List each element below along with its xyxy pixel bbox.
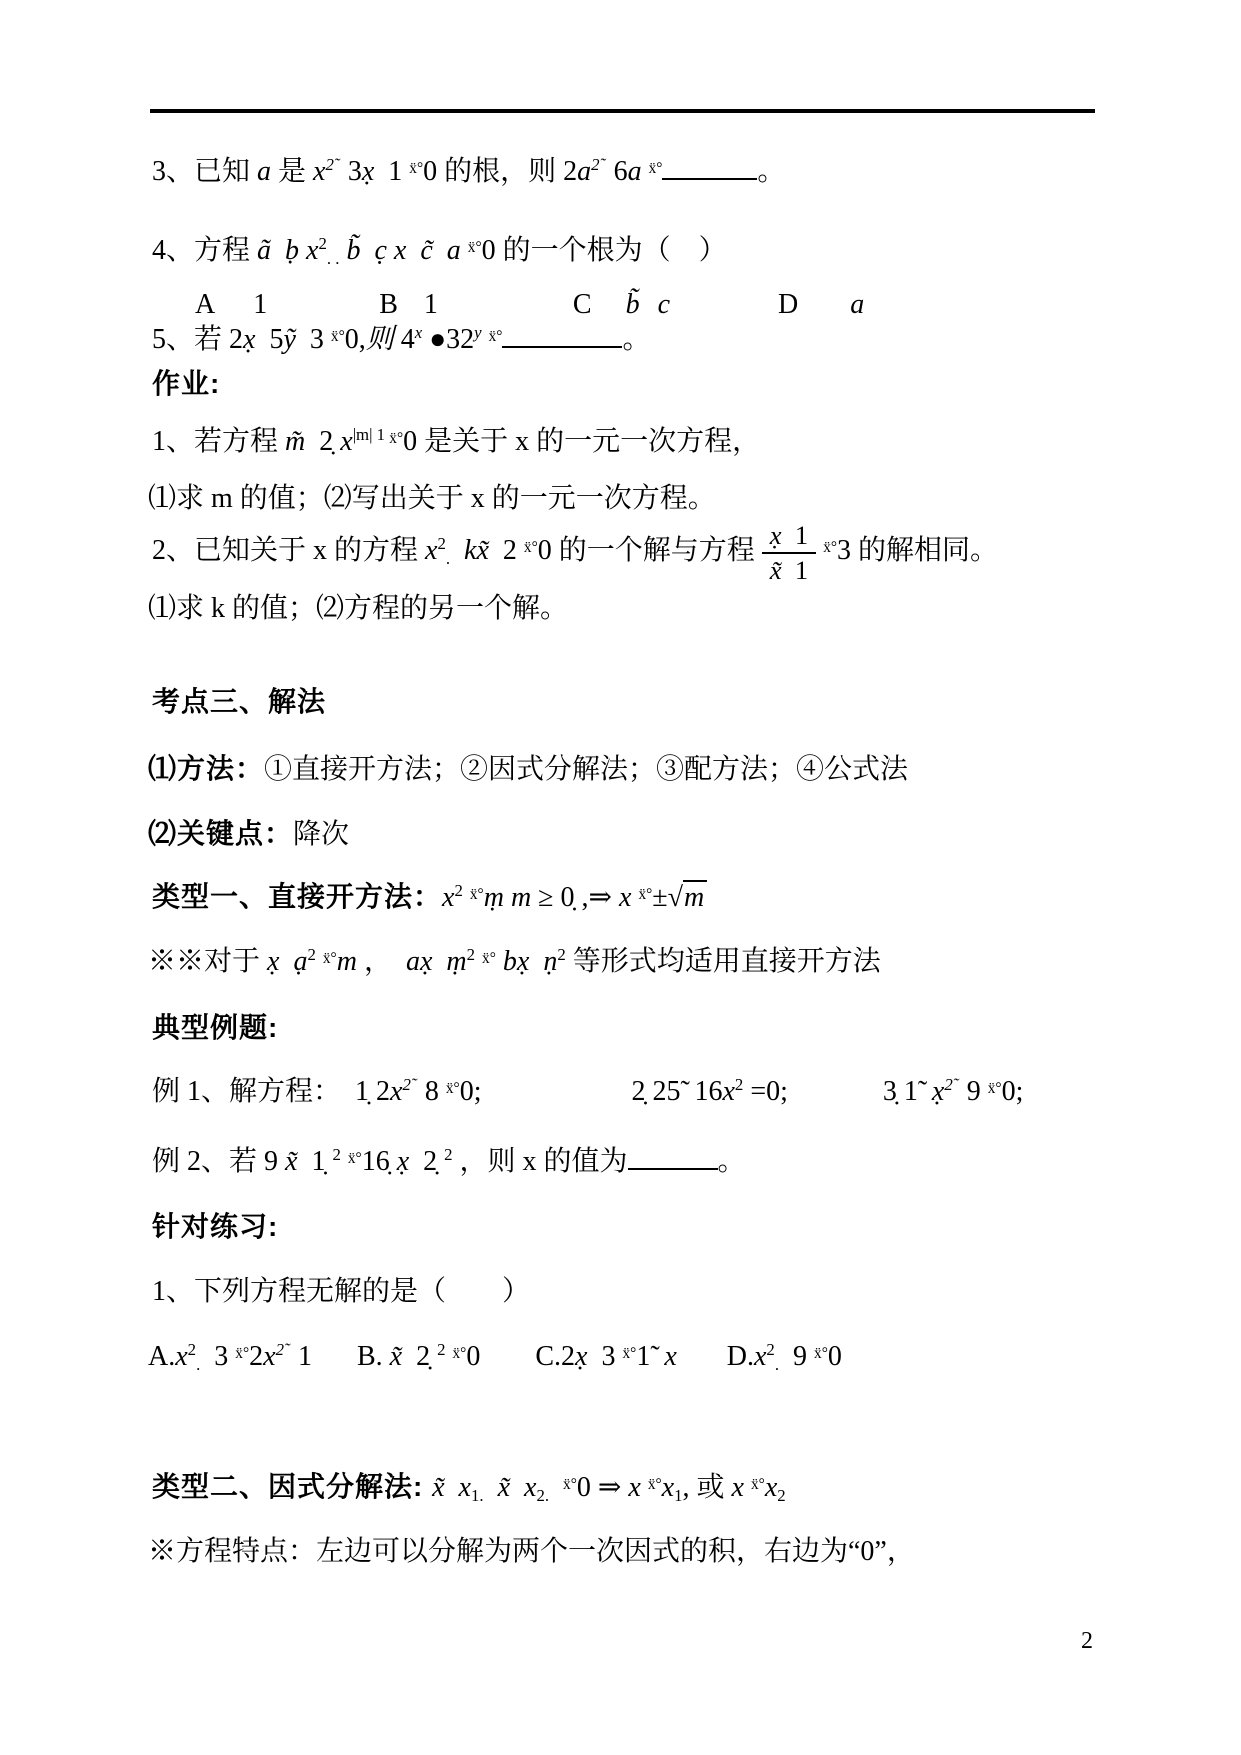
text-segment: 等形式均适用直接开方法 bbox=[565, 946, 881, 978]
text-segment: x̣ bbox=[575, 1341, 588, 1373]
text-segment: ẍ° bbox=[467, 239, 482, 257]
text-segment: a bbox=[257, 156, 272, 187]
text-segment: 典型例题: bbox=[152, 1012, 279, 1043]
text-segment: C.2 bbox=[535, 1341, 576, 1373]
text-segment bbox=[549, 1472, 563, 1503]
text-segment: 2 bbox=[318, 234, 327, 253]
text-segment: 2̃ bbox=[591, 154, 600, 174]
text-segment: ḅ bbox=[285, 235, 300, 267]
text-segment: x bbox=[664, 1341, 677, 1373]
text-segment: a bbox=[446, 235, 461, 267]
text-segment: kx̃ bbox=[464, 535, 489, 566]
blank-answer-line bbox=[662, 150, 757, 180]
text-segment bbox=[744, 1472, 751, 1503]
text-segment: ẍ° bbox=[482, 950, 496, 968]
text-segment: ●32 bbox=[422, 324, 475, 355]
type-2-note bbox=[148, 1534, 915, 1570]
text-segment: 1 bbox=[674, 1486, 683, 1506]
text-segment: ã bbox=[257, 235, 272, 267]
text-segment: ẍ° bbox=[469, 886, 484, 904]
text-segment: x bbox=[390, 1076, 403, 1108]
homework-heading bbox=[152, 366, 220, 403]
text-segment: ạ bbox=[293, 946, 308, 978]
text-segment: a bbox=[627, 156, 642, 187]
text-segment: ax̣ bbox=[405, 946, 433, 978]
text-segment: ≥ 0̣ ,⇒ bbox=[531, 882, 619, 913]
examples-heading bbox=[152, 1010, 278, 1047]
homework-2 bbox=[152, 520, 998, 585]
text-segment: x̣ bbox=[931, 1076, 945, 1108]
text-segment: 。 bbox=[717, 1146, 746, 1177]
text-segment: a bbox=[577, 156, 592, 187]
text-segment: 0 是关于 x 的一元一次方程， bbox=[403, 426, 761, 458]
text-segment: 2 bbox=[777, 1486, 786, 1506]
text-segment: m bbox=[336, 946, 357, 978]
text-segment: . bbox=[196, 1355, 201, 1375]
practice-1 bbox=[152, 1274, 530, 1310]
text-segment: c̣ bbox=[374, 235, 387, 267]
text-segment: 2 bbox=[734, 1075, 744, 1094]
text-segment: 1 bbox=[283, 1341, 312, 1373]
text-segment: 8 bbox=[410, 1076, 446, 1108]
text-segment: c bbox=[657, 289, 671, 320]
text-segment: 2̃ bbox=[944, 1075, 953, 1094]
text-segment: ※※对于 bbox=[148, 946, 268, 978]
text-segment: D. bbox=[726, 1341, 754, 1373]
text-segment: 1. bbox=[470, 1486, 484, 1506]
text-segment: 2̣ bbox=[402, 1341, 438, 1373]
text-segment: 。 bbox=[622, 324, 651, 355]
homework-2-sub bbox=[148, 591, 568, 627]
text-segment: 2 bbox=[437, 533, 446, 553]
text-segment: 1 bbox=[253, 289, 268, 320]
text-segment: ẍ° bbox=[647, 1476, 662, 1494]
header-rule bbox=[150, 109, 1095, 113]
text-segment: 1、下列方程无解的是（ ） bbox=[152, 1276, 531, 1307]
type-1-heading bbox=[152, 879, 707, 916]
text-segment: 6 bbox=[599, 156, 628, 187]
text-segment: 降次 bbox=[293, 819, 350, 850]
text-segment: |m| 1 bbox=[352, 425, 390, 444]
text-segment: 1 bbox=[781, 520, 809, 550]
text-segment: 0, bbox=[344, 324, 366, 355]
text-segment: x bbox=[340, 426, 353, 458]
text-segment: 。 bbox=[757, 156, 786, 187]
text-segment: x̃ bbox=[432, 1472, 445, 1503]
text-segment: ẍ° bbox=[823, 539, 838, 557]
text-segment bbox=[482, 324, 489, 355]
radicand: m bbox=[683, 880, 707, 913]
radical bbox=[668, 880, 708, 916]
text-segment: 是 bbox=[271, 156, 314, 187]
text-segment: 针对练习: bbox=[152, 1211, 279, 1242]
section-heading-kaodian3 bbox=[152, 684, 326, 721]
text-segment bbox=[510, 1472, 524, 1503]
text-segment: 类型一、直接开方法： bbox=[152, 881, 443, 912]
question-3 bbox=[152, 150, 785, 190]
text-segment: 1 bbox=[374, 156, 410, 187]
text-segment: x bbox=[263, 1341, 276, 1373]
text-segment: a bbox=[850, 289, 865, 320]
text-segment: ẍ° bbox=[330, 328, 345, 346]
text-segment: 2̣ 25̃ 16 bbox=[631, 1076, 723, 1108]
text-segment: 1、若方程 bbox=[152, 426, 286, 458]
text-segment: ẍ° bbox=[347, 1150, 362, 1168]
text-segment: x bbox=[661, 1472, 675, 1503]
text-segment: ， bbox=[356, 946, 406, 978]
fraction-numerator bbox=[762, 520, 816, 554]
text-segment: x̃ bbox=[769, 554, 782, 585]
text-segment: 则 bbox=[365, 324, 394, 355]
text-segment: B. bbox=[356, 1341, 390, 1373]
text-segment: 2 bbox=[466, 945, 476, 964]
text-segment: 2 bbox=[444, 1144, 453, 1164]
text-segment bbox=[299, 235, 306, 266]
text-segment: m̃ bbox=[285, 426, 306, 458]
text-segment bbox=[650, 1341, 664, 1372]
text-segment: 0 bbox=[827, 1341, 842, 1373]
text-segment: x̃ bbox=[389, 1341, 403, 1373]
homework-1-sub bbox=[148, 481, 716, 517]
text-segment: 16̣ bbox=[361, 1146, 397, 1177]
text-segment: . bbox=[445, 549, 451, 569]
text-segment: 1̣ bbox=[297, 1146, 333, 1177]
text-segment: ẍ° bbox=[563, 1476, 577, 1494]
text-segment bbox=[432, 946, 446, 977]
text-segment bbox=[642, 156, 649, 187]
text-segment: 3 bbox=[587, 1341, 623, 1373]
text-segment bbox=[504, 882, 511, 913]
text-segment: 0 ⇒ bbox=[576, 1472, 629, 1503]
text-segment: 2 bbox=[488, 535, 524, 566]
text-segment: ẍ° bbox=[523, 539, 538, 557]
text-segment: D bbox=[778, 289, 799, 320]
text-segment: A bbox=[195, 289, 216, 320]
text-segment: B bbox=[379, 289, 398, 320]
radical-sign: √ bbox=[667, 882, 684, 913]
question-5 bbox=[152, 318, 650, 358]
text-segment: 2 bbox=[332, 1144, 341, 1164]
example-2 bbox=[152, 1140, 746, 1180]
text-segment: 作业: bbox=[152, 368, 221, 399]
text-segment: ẍ° bbox=[750, 1476, 765, 1494]
text-segment: 2̣ bbox=[409, 1146, 445, 1177]
text-segment: x bbox=[722, 1076, 735, 1108]
text-segment: ẍ° bbox=[452, 1345, 467, 1363]
text-segment: x bbox=[524, 1472, 537, 1503]
example-1 bbox=[152, 1074, 1023, 1110]
text-segment: b̃ bbox=[346, 235, 361, 267]
text-segment bbox=[641, 1472, 648, 1503]
text-segment: x̣ bbox=[769, 520, 782, 550]
text-segment: 2 bbox=[557, 945, 566, 964]
text-segment: 类型二、因式分解法: bbox=[152, 1471, 433, 1502]
text-segment: ṃ bbox=[446, 946, 467, 978]
text-segment: x bbox=[442, 882, 455, 913]
text-segment: 2 bbox=[437, 1340, 446, 1359]
text-segment: 0 的根，则 2 bbox=[423, 156, 578, 187]
text-segment: 2、已知关于 x 的方程 bbox=[152, 535, 426, 566]
text-segment: ẍ° bbox=[235, 1345, 250, 1363]
homework-1 bbox=[152, 424, 760, 460]
text-segment: =0; bbox=[743, 1076, 788, 1108]
text-segment: ẍ° bbox=[322, 950, 337, 968]
text-segment: 3 的解相同。 bbox=[837, 535, 999, 566]
text-segment: A. bbox=[148, 1341, 176, 1373]
method-line bbox=[148, 751, 908, 788]
practice-heading bbox=[152, 1209, 278, 1246]
text-segment: 0 的一个根为（ ） bbox=[481, 235, 727, 267]
text-segment bbox=[445, 1472, 459, 1503]
text-segment: 5 bbox=[255, 324, 284, 355]
text-segment bbox=[271, 235, 285, 266]
text-segment: 2 bbox=[307, 945, 316, 964]
text-segment: 1 bbox=[781, 554, 809, 585]
text-segment: x̣ bbox=[267, 946, 280, 978]
text-segment: x bbox=[175, 1341, 188, 1373]
text-segment: ⑵关键点： bbox=[148, 818, 294, 849]
text-segment: 1̃ bbox=[636, 1341, 651, 1373]
text-segment: 4、方程 bbox=[152, 235, 258, 267]
text-segment: 2 bbox=[454, 880, 463, 900]
text-segment: x̃ bbox=[497, 1472, 511, 1503]
text-segment: ỹ bbox=[283, 324, 296, 355]
text-segment: ，则 x 的值为 bbox=[452, 1146, 628, 1177]
text-segment bbox=[475, 946, 482, 977]
text-segment: x̣ bbox=[361, 156, 375, 187]
fraction bbox=[762, 520, 816, 585]
keypoint-line bbox=[148, 816, 349, 853]
text-segment: . bbox=[774, 1355, 780, 1375]
text-segment: 5、若 2 bbox=[152, 324, 244, 355]
text-segment bbox=[463, 882, 470, 913]
text-segment: 考点三、解法 bbox=[152, 686, 327, 717]
text-segment: x̣ bbox=[396, 1146, 410, 1177]
text-segment: x bbox=[731, 1472, 744, 1503]
text-segment: 例 1、解方程： 1̣ 2 bbox=[152, 1076, 391, 1108]
text-segment: 0; bbox=[1001, 1076, 1024, 1108]
text-segment bbox=[529, 946, 543, 977]
text-segment: x bbox=[393, 235, 407, 267]
text-segment: ẍ° bbox=[638, 886, 653, 904]
text-segment: ẍ° bbox=[648, 160, 663, 178]
text-segment: ẍ° bbox=[814, 1345, 828, 1363]
text-segment: 3 bbox=[295, 324, 331, 355]
text-segment: 2 bbox=[187, 1340, 197, 1359]
type-2-heading bbox=[152, 1469, 786, 1507]
text-segment: 2̃ bbox=[275, 1340, 284, 1359]
text-segment: x bbox=[425, 535, 438, 566]
text-segment bbox=[496, 946, 503, 977]
text-segment bbox=[387, 235, 394, 266]
text-segment: x bbox=[313, 156, 326, 187]
text-segment: 3̣ 1̃ bbox=[882, 1076, 932, 1108]
text-segment: bx̣ bbox=[502, 946, 530, 978]
text-segment: 例 2、若 9 bbox=[152, 1146, 286, 1177]
text-segment: 2̣ bbox=[305, 426, 341, 458]
text-segment: ṃ bbox=[483, 882, 504, 913]
text-segment: 2̃ bbox=[402, 1075, 411, 1094]
text-segment: x bbox=[628, 1472, 641, 1503]
text-segment: ⑴求 m 的值；⑵写出关于 x 的一元一次方程。 bbox=[148, 483, 716, 514]
text-segment: 4 bbox=[393, 324, 415, 355]
text-segment: 3、已知 bbox=[152, 156, 258, 187]
text-segment: 3 bbox=[200, 1341, 236, 1373]
text-segment: ⑴求 k 的值；⑵方程的另一个解。 bbox=[148, 593, 569, 624]
text-segment: x bbox=[414, 322, 423, 342]
text-segment bbox=[406, 235, 420, 266]
text-segment: x̣ bbox=[243, 324, 256, 355]
text-segment: ⑴方法： bbox=[148, 753, 265, 784]
text-segment bbox=[279, 946, 293, 977]
text-segment: ẍ° bbox=[488, 328, 503, 346]
text-segment: 0 bbox=[466, 1341, 481, 1373]
text-segment: 0; bbox=[459, 1076, 482, 1108]
text-segment bbox=[341, 1146, 348, 1177]
text-segment: C bbox=[572, 289, 592, 320]
page-number: 2 bbox=[1081, 1628, 1093, 1654]
text-segment: ± bbox=[652, 882, 668, 913]
text-segment: x bbox=[306, 235, 319, 267]
text-segment: x bbox=[458, 1472, 471, 1503]
text-segment: 0 的一个解与方程 bbox=[537, 535, 762, 566]
text-segment: m bbox=[510, 882, 532, 913]
text-segment: ẍ° bbox=[622, 1345, 637, 1363]
text-segment: . . bbox=[326, 249, 340, 269]
text-segment: x bbox=[753, 1341, 767, 1373]
blank-answer-line bbox=[628, 1140, 718, 1170]
text-segment bbox=[316, 946, 323, 977]
blank-answer-line bbox=[502, 318, 622, 348]
text-segment bbox=[433, 235, 447, 266]
text-segment: ※方程特点：左边可以分解为两个一次因式的积，右边为“0”， bbox=[148, 1536, 915, 1567]
text-segment: ẍ° bbox=[409, 160, 424, 178]
text-segment: ẍ° bbox=[987, 1080, 1002, 1098]
text-segment: ①直接开方法；②因式分解法；③配方法；④公式法 bbox=[264, 754, 909, 785]
text-segment bbox=[360, 235, 374, 266]
text-segment: y bbox=[474, 322, 482, 342]
text-segment bbox=[461, 235, 468, 266]
text-segment: 9 bbox=[779, 1341, 815, 1373]
question-4 bbox=[152, 233, 727, 270]
text-segment bbox=[450, 535, 464, 566]
text-segment: x̃ bbox=[285, 1146, 298, 1177]
text-segment: b̃ bbox=[625, 289, 640, 320]
text-segment: x bbox=[764, 1472, 778, 1503]
text-segment: 1 bbox=[423, 289, 438, 320]
text-segment: , 或 bbox=[682, 1472, 732, 1503]
text-segment: 2̃ bbox=[325, 154, 334, 174]
fraction-denominator bbox=[762, 554, 816, 586]
text-segment: 2 bbox=[766, 1340, 775, 1359]
text-segment: x bbox=[619, 882, 632, 913]
practice-1-choices bbox=[148, 1339, 842, 1376]
text-segment: ẍ° bbox=[389, 430, 404, 448]
text-segment: 2 bbox=[249, 1341, 264, 1373]
text-segment: 2. bbox=[536, 1486, 550, 1506]
text-segment: 3 bbox=[333, 156, 362, 187]
text-segment: ṇ bbox=[543, 946, 558, 978]
text-segment: ẍ° bbox=[445, 1080, 460, 1098]
type-1-note bbox=[148, 944, 881, 980]
text-segment bbox=[484, 1472, 498, 1503]
text-segment: 9 bbox=[952, 1076, 988, 1108]
text-segment: c̃ bbox=[420, 235, 433, 267]
